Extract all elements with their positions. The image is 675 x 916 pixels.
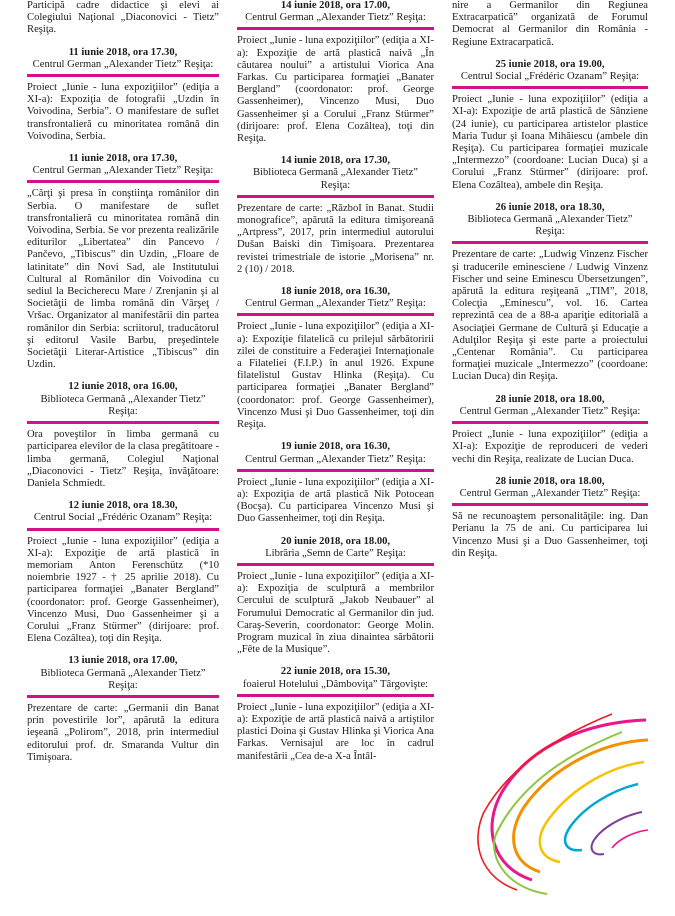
event-venue: foaierul Hotelului „Dâmboviţa” Târgovişte: [242,678,429,690]
event-venue: Centrul Social „Frédéric Ozanam” Reşiţa: [33,512,213,524]
column-3 [452,0,648,560]
event-description: Proiect „Iunie - luna expoziţiilor” (ediţia a XI-a): Expoziţie filatelică cu prilejul sărbătoririi zilei de constituire a Federaţiei Internaţionale a Filateliei (F.I.P.) în anul 1926. Expune filatelistul Gustav Hlinka (Reşiţa). Cu participarea formaţiei „Banater Bergland” (coordonator: prof. George Gassenheimer), Vincenzo Musi şi Duo Gassenheimer, toţi din Reşiţa. [237,321,434,431]
event-date: 22 iunie 2018, ora 15.30, [280,666,391,678]
event-description: Ora poveştilor în limba germană cu participarea elevilor de la clasa pregătitoare - limba germană, Colegiul Naţional „Diaconovici - Tietz” Reşiţa, învăţătoare: Daniela Schmiedt. [27,429,219,489]
event-header [27,500,219,524]
event-venue: Biblioteca Germană „Alexander Tietz” Reşiţa: [40,393,206,417]
divider-rule [27,528,219,531]
event-date: 12 iunie 2018, ora 18.30, [68,500,178,512]
event-date: 14 iunie 2018, ora 17.30, [280,155,391,167]
event-header [452,394,648,418]
event-description: nire a Germanilor din Regiunea Extracarpatică” organizată de Forumul Democrat al Germanilor din România - Regiune Extracarpatică. [452,0,648,48]
event-description: Proiect „Iunie - luna expoziţiilor” (ediţia a XI-a): Expoziţie de artă plastică în memoriam Anton Ferenschütz (*10 noiembrie 1927 - † 25 aprilie 2018). Cu participarea formaţiei „Banater Bergland” (coordonator: prof. George Gassenheimer), Vincenzo Musi, Duo Gassenheimer şi a Corului „Franz Stürmer” (dirijoare: prof. Elena Cozâltea), toţi din Reşiţa. [27,535,219,645]
event-header [237,0,434,24]
event-header [237,155,434,192]
divider-rule [27,421,219,424]
event-description: Prezentare de carte: „RăzboI în Banat. Studii monografice”, apărută la editura timişoreană „Artpress”, 2017, prin intermediul autorului Dušan Baiski din Timişoara. Prezentarea revistei trimestriale de istorie „Morisena” nr. 2 (10) / 2018. [237,202,434,275]
event-venue: Centrul German „Alexander Tietz” Reşiţa: [245,298,426,310]
event-date: 13 iunie 2018, ora 17.00, [68,655,178,667]
event-description: Proiect „Iunie - luna expoziţiilor” (ediţia a XI-a): Expoziţia de artă plastică Nik Potocean (Bocşa). Cu participarea Vincenzo Musi şi Duo Gassenheimer, toţi din Reşiţa. [237,476,434,525]
event-venue: Centrul German „Alexander Tietz” Reşiţa: [32,165,214,177]
event-date: 12 iunie 2018, ora 16.00, [68,381,178,393]
event-venue: Centrul German „Alexander Tietz” Reşiţa: [32,58,214,70]
event-header [237,286,434,310]
event-description: Prezentare de carte: „Germanii din Banat prin povestirile lor”, apărută la editura ieşeană „Polirom”, 2018, prin intermediul editorului prof. dr. Smaranda Vultur din Timişoara. [27,702,219,763]
event-header [27,381,219,418]
divider-rule [452,86,648,89]
event-header [237,666,434,690]
divider-rule [452,421,648,424]
event-venue: Biblioteca Germană „Alexander Tietz” Reşiţa: [40,667,206,691]
event-date: 25 iunie 2018, ora 19.00, [495,58,605,70]
event-header [237,441,434,465]
divider-rule [27,180,219,183]
divider-rule [452,241,648,244]
event-venue: Librăria „Semn de Carte” Reşiţa: [265,547,406,559]
decorative-swirl-graphic [462,712,648,902]
divider-rule [237,469,434,472]
event-venue: Centrul German „Alexander Tietz” Reşiţa: [245,12,426,24]
event-description: Proiect „Iunie - luna expoziţiilor” (ediţia a XI-a): Expoziţie de reproduceri de vederi vechi din Reşiţa, realizate de Lucian Duca. [452,429,648,465]
event-date: 14 iunie 2018, ora 17.00, [280,0,391,11]
event-venue: Biblioteca Germană „Alexander Tietz” Reşiţa: [252,167,419,191]
divider-rule [237,195,434,198]
event-description: Participă cadre didactice şi elevi ai Colegiului Naţional „Diaconovici - Tietz” Reşiţa. [27,0,219,36]
event-header [452,59,648,83]
event-date: 18 iunie 2018, ora 16.30, [280,286,391,298]
event-header [27,655,219,692]
event-description: Proiect „Iunie - luna expoziţiilor” (ediţia a XI-a): Expoziţia de sculptură a membrilor Cercului de sculptură „Jakob Neubauer” al Forumului Democratic al Germanilor din jud. Caraş-Severin, coordonator: George Molin. Program muzical în ziua dinaintea sărbătorii „Fête de la Musique”. [237,570,434,656]
divider-rule [237,694,434,697]
divider-rule [452,503,648,506]
event-venue: Centrul German „Alexander Tietz” Reşiţa: [459,487,641,499]
event-description: Proiect „Iunie - luna expoziţiilor” (ediţia a XI-a): Expoziţia de fotografii „Uzdin în Voivodina, Serbia”. O manifestare de suflet transfrontalieră cu minoritatea română din Voivodina, Serbia. [27,82,219,142]
event-date: 20 iunie 2018, ora 18.00, [280,535,391,547]
event-venue: Centrul German „Alexander Tietz” Reşiţa: [245,453,426,465]
column-1 [27,0,219,764]
event-header [27,153,219,177]
divider-rule [27,695,219,698]
event-header [452,202,648,239]
event-date: 11 iunie 2018, ora 17.30, [68,153,178,165]
event-description: Prezentare de carte: „Ludwig Vinzenz Fischer şi traducerile eminesciene / Ludwig Vinzenz Fischer und seine Eminescu Übersetzungen”, apărută la editura reşiţeană „TIM”, 2018, Colecţia „Eminescu”, vol. 16. Cartea reprezintă cea de a 88-a apariţie editorială a Asociaţiei Germane de Cultură şi Educaţie a Adulţilor Reşiţa şi este parte a proiectului „Centenar România”. Cu participarea formaţiei muzicale „Intermezzo” (coordoane: Lucian Duca) din Reşiţa. [452,249,648,383]
event-header [27,47,219,71]
event-description: Să ne recunoaştem personalităţile: ing. Dan Perianu la 75 de ani. Cu participarea lui Vincenzo Musi şi a Duo Gassenheimer, toţi din Reşiţa. [452,511,648,559]
event-description: „Cărţi şi presa în conştiinţa românilor din Serbia. O manifestare de suflet transfrontalieră cu minoritatea română din Voivodina, Serbia. Se vor prezenta realizările editurilor „Libertatea” din Pancevo / Pančevo, „Tibiscus” din Uzdin, „Floare de latinitate” din Novi Sad, ale Institutului Cultural al Românilor din Voivodina cu sediul la Becicherecu Mare / Zrenjanin şi al Societăţii de limba română din Vârşeţ / Vršac. Organizator al manifestării din partea românilor din Serbia: scriitorul, traducătorul şi editorul Vasile Barbu, preşedintele Societăţii Literar-Artistice „Tibiscus” din Uzdin. [27,188,219,371]
event-date: 28 iunie 2018, ora 18.00, [495,475,605,487]
event-venue: Centrul Social „Frédéric Ozanam” Reşiţa: [460,71,640,83]
divider-rule [237,313,434,316]
column-2 [237,0,434,763]
divider-rule [237,563,434,566]
divider-rule [237,27,434,30]
event-date: 28 iunie 2018, ora 18.00, [495,393,605,405]
event-description: Proiect „Iunie - luna expoziţiilor” (ediţia a XI-a): Expoziţie de artă plastică naivă „În căutarea noului” a artistului Viorica Ana Farkas. Cu participarea formaţiei „Banater Bergland” (coordonator: prof. George Gassenheimer), Vincenzo Musi, Duo Gassenheimer şi a Corului „Franz Stürmer” (dirijoare: prof. Elena Cozâltea), toţi din Reşiţa. [237,35,434,145]
event-venue: Centrul German „Alexander Tietz” Reşiţa: [459,405,641,417]
event-header [452,476,648,500]
event-description: Proiect „Iunie - luna expoziţiilor” (ediţia a XI-a): Expoziţie de artă plastică naivă a artiştilor plastici Doina şi Gustav Hlinka şi Viorica Ana Farkas. Vernisajul are loc în cadrul manifestării „Cea de-a X-a Întâl- [237,701,434,762]
event-header [237,536,434,560]
divider-rule [27,74,219,77]
event-date: 19 iunie 2018, ora 16.30, [280,441,391,453]
event-description: Proiect „Iunie - luna expoziţiilor” (ediţia a XI-a): Expoziţie de artă plastică de Sânziene (24 iunie), cu participarea artistelor plastice Maria Tudur şi Ioana Mihăiescu (ambele din Reşiţa). Cu participarea formaţiei muzicale „Intermezzo” (coordoane: Lucian Duca) şi a Corului „Franz Stürmer” (dirijoare: prof. Elena Cozâltea), ambele din Reşiţa. [452,94,648,191]
event-date: 26 iunie 2018, ora 18.30, [495,201,605,213]
event-date: 11 iunie 2018, ora 17.30, [68,46,178,58]
event-venue: Biblioteca Germană „Alexander Tietz” Reşiţa: [467,214,633,238]
